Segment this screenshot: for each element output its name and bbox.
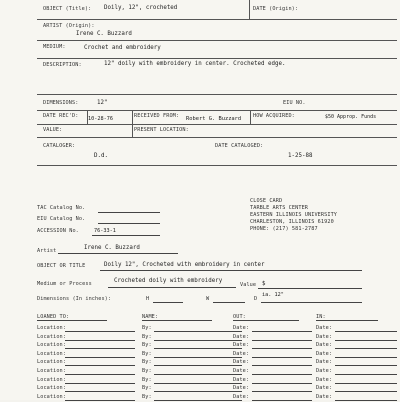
location-line bbox=[65, 374, 135, 375]
location-line bbox=[65, 357, 135, 358]
in-header: IN: bbox=[316, 314, 326, 320]
value-value: $ bbox=[262, 281, 266, 287]
in-date-label: Date: bbox=[316, 368, 333, 374]
location-line bbox=[65, 348, 135, 349]
address-line-4: CHARLESTON, ILLINOIS 61920 bbox=[250, 219, 334, 225]
value-label: VALUE: bbox=[43, 127, 63, 133]
rule bbox=[37, 94, 397, 95]
by-label: By: bbox=[142, 393, 152, 400]
in-date-line bbox=[335, 374, 397, 375]
dimensions-value: 12" bbox=[97, 100, 108, 106]
object-value: Doily, 12", crocheted bbox=[104, 5, 178, 11]
object-title-line bbox=[100, 270, 362, 271]
location-line bbox=[65, 383, 135, 384]
received-from-value: Robert G. Buzzard bbox=[186, 116, 242, 122]
how-acquired-value: $50 Approp. Funds bbox=[325, 114, 377, 120]
location-line bbox=[65, 365, 135, 366]
loan-row bbox=[37, 342, 397, 350]
location-label: Location: bbox=[37, 368, 67, 374]
depth-value: ia. 12" bbox=[262, 292, 284, 298]
by-label: By: bbox=[142, 368, 152, 374]
out-date-label: Date: bbox=[233, 393, 250, 400]
loaned-to-label: LOANED TO: bbox=[37, 314, 70, 320]
in-date-label: Date: bbox=[316, 350, 333, 357]
name-header: NAME: bbox=[142, 314, 159, 320]
date-cataloged-value: 1-25-88 bbox=[288, 153, 313, 159]
location-line bbox=[65, 340, 135, 341]
lower-artist-value: Irene C. Buzzard bbox=[84, 245, 140, 251]
eiu-catalog-label: EIU Catalog No. bbox=[37, 216, 86, 222]
address-line-3: EASTERN ILLINOIS UNIVERSITY bbox=[250, 212, 338, 218]
rule bbox=[37, 40, 397, 41]
dimensions-inches-label: Dimensions (In inches): bbox=[37, 296, 112, 302]
object-title-value: Doily 12", Crocheted with embroidery in center bbox=[104, 262, 265, 268]
location-line bbox=[65, 331, 135, 332]
loan-row bbox=[37, 385, 397, 393]
loan-row bbox=[37, 334, 397, 342]
in-date-line bbox=[335, 357, 397, 358]
value-line bbox=[258, 288, 362, 289]
location-line bbox=[65, 391, 135, 392]
rule bbox=[37, 137, 397, 138]
medium-process-value: Crocheted doily with embroidery bbox=[114, 278, 223, 284]
address-line-1: CLOSE CARD bbox=[250, 198, 283, 204]
height-line bbox=[153, 302, 183, 303]
location-label: Location: bbox=[37, 359, 67, 366]
accession-line bbox=[92, 235, 160, 236]
in-date-line bbox=[335, 331, 397, 332]
address-line-5: PHONE: (217) 581-2787 bbox=[250, 226, 318, 232]
in-date-label: Date: bbox=[316, 393, 333, 400]
date-cataloged-label: DATE CATALOGED: bbox=[215, 143, 264, 149]
artist-line bbox=[58, 253, 178, 254]
depth-line bbox=[261, 302, 362, 303]
location-label: Location: bbox=[37, 393, 67, 400]
rule bbox=[37, 110, 397, 111]
by-label: By: bbox=[142, 350, 152, 357]
location-label: Location: bbox=[37, 342, 67, 349]
by-line bbox=[154, 383, 242, 384]
out-date-line bbox=[252, 357, 312, 358]
in-date-label: Date: bbox=[316, 333, 333, 340]
object-title-label: OBJECT OR TITLE bbox=[37, 263, 86, 269]
height-label: H bbox=[146, 296, 150, 302]
lower-artist-label: Artist bbox=[37, 248, 57, 254]
location-label: Location: bbox=[37, 376, 67, 383]
width-label: W bbox=[206, 296, 210, 302]
by-line bbox=[154, 348, 242, 349]
cataloger-label: CATALOGER: bbox=[43, 143, 76, 149]
received-from-label: RECEIVED FROM: bbox=[134, 113, 180, 119]
medium-value: Crochet and embroidery bbox=[84, 45, 161, 51]
loan-row bbox=[37, 394, 397, 402]
eiu-no-label: EIU NO. bbox=[283, 100, 306, 106]
by-label: By: bbox=[142, 385, 152, 392]
by-line bbox=[154, 340, 242, 341]
out-date-line bbox=[252, 365, 312, 366]
medium-process-line bbox=[108, 287, 236, 288]
location-label: Location: bbox=[37, 325, 67, 331]
in-date-label: Date: bbox=[316, 342, 333, 349]
out-date-line bbox=[252, 331, 312, 332]
value-label: Value bbox=[240, 282, 257, 288]
how-acquired-label: HOW ACQUIRED: bbox=[253, 113, 295, 119]
by-line bbox=[154, 365, 242, 366]
rule bbox=[37, 19, 397, 20]
out-header: OUT: bbox=[233, 314, 246, 320]
loan-row bbox=[37, 325, 397, 333]
dimensions-label: DIMENSIONS: bbox=[43, 100, 79, 106]
loan-row bbox=[37, 359, 397, 367]
in-date-line bbox=[335, 383, 397, 384]
tac-catalog-line bbox=[98, 212, 160, 213]
loan-row bbox=[37, 351, 397, 359]
by-label: By: bbox=[142, 342, 152, 349]
loan-row bbox=[37, 368, 397, 376]
medium-process-label: Medium or Process bbox=[37, 281, 92, 287]
rule bbox=[37, 58, 397, 59]
location-label: Location: bbox=[37, 385, 67, 392]
in-date-label: Date: bbox=[316, 325, 333, 331]
date-recd-value: 10-28-76 bbox=[88, 116, 113, 122]
by-label: By: bbox=[142, 359, 152, 366]
in-date-label: Date: bbox=[316, 385, 333, 392]
out-date-line bbox=[252, 391, 312, 392]
cell-divider bbox=[250, 110, 251, 124]
out-date-line bbox=[252, 374, 312, 375]
accession-value: 76-33-1 bbox=[94, 228, 116, 234]
rule bbox=[37, 124, 397, 125]
artist-origin-value: Irene C. Buzzard bbox=[76, 31, 132, 37]
description-label: DESCRIPTION: bbox=[43, 62, 82, 68]
eiu-catalog-line bbox=[98, 223, 160, 224]
description-value: 12" doily with embroidery in center. Crocheted edge. bbox=[104, 61, 286, 67]
in-date-label: Date: bbox=[316, 376, 333, 383]
out-date-line bbox=[252, 348, 312, 349]
out-line bbox=[233, 320, 299, 321]
out-date-label: Date: bbox=[233, 325, 250, 331]
in-date-line bbox=[335, 348, 397, 349]
in-line bbox=[316, 320, 378, 321]
medium-label: MEDIUM: bbox=[43, 44, 66, 50]
out-date-label: Date: bbox=[233, 368, 250, 374]
tac-catalog-label: TAC Catalog No. bbox=[37, 205, 86, 211]
out-date-label: Date: bbox=[233, 333, 250, 340]
cataloger-value: D.d. bbox=[94, 153, 108, 159]
by-label: By: bbox=[142, 376, 152, 383]
in-date-line bbox=[335, 391, 397, 392]
accession-label: ACCESSION No. bbox=[37, 228, 79, 234]
artist-origin-label: ARTIST (Origin): bbox=[43, 23, 95, 29]
present-location-label: PRESENT LOCATION: bbox=[134, 127, 189, 133]
by-line bbox=[154, 357, 242, 358]
name-line bbox=[142, 320, 212, 321]
by-label: By: bbox=[142, 333, 152, 340]
in-date-label: Date: bbox=[316, 359, 333, 366]
width-line bbox=[213, 302, 245, 303]
by-line bbox=[154, 331, 242, 332]
out-date-label: Date: bbox=[233, 359, 250, 366]
rule bbox=[37, 165, 397, 166]
top-divider bbox=[249, 0, 250, 20]
by-label: By: bbox=[142, 325, 152, 331]
by-line bbox=[154, 391, 242, 392]
by-line bbox=[154, 374, 242, 375]
location-label: Location: bbox=[37, 333, 67, 340]
out-date-label: Date: bbox=[233, 350, 250, 357]
location-label: Location: bbox=[37, 350, 67, 357]
object-label: OBJECT (Title): bbox=[43, 6, 92, 12]
loaned-to-line bbox=[37, 320, 107, 321]
out-date-line bbox=[252, 340, 312, 341]
loan-row bbox=[37, 377, 397, 385]
in-date-line bbox=[335, 365, 397, 366]
date-recd-label: DATE REC'D: bbox=[43, 113, 79, 119]
in-date-line bbox=[335, 340, 397, 341]
depth-label: D bbox=[254, 296, 258, 302]
out-date-line bbox=[252, 383, 312, 384]
out-date-label: Date: bbox=[233, 376, 250, 383]
out-date-label: Date: bbox=[233, 385, 250, 392]
address-line-2: TARBLE ARTS CENTER bbox=[250, 205, 309, 211]
date-origin-label: DATE (Origin): bbox=[253, 6, 299, 12]
out-date-label: Date: bbox=[233, 342, 250, 349]
